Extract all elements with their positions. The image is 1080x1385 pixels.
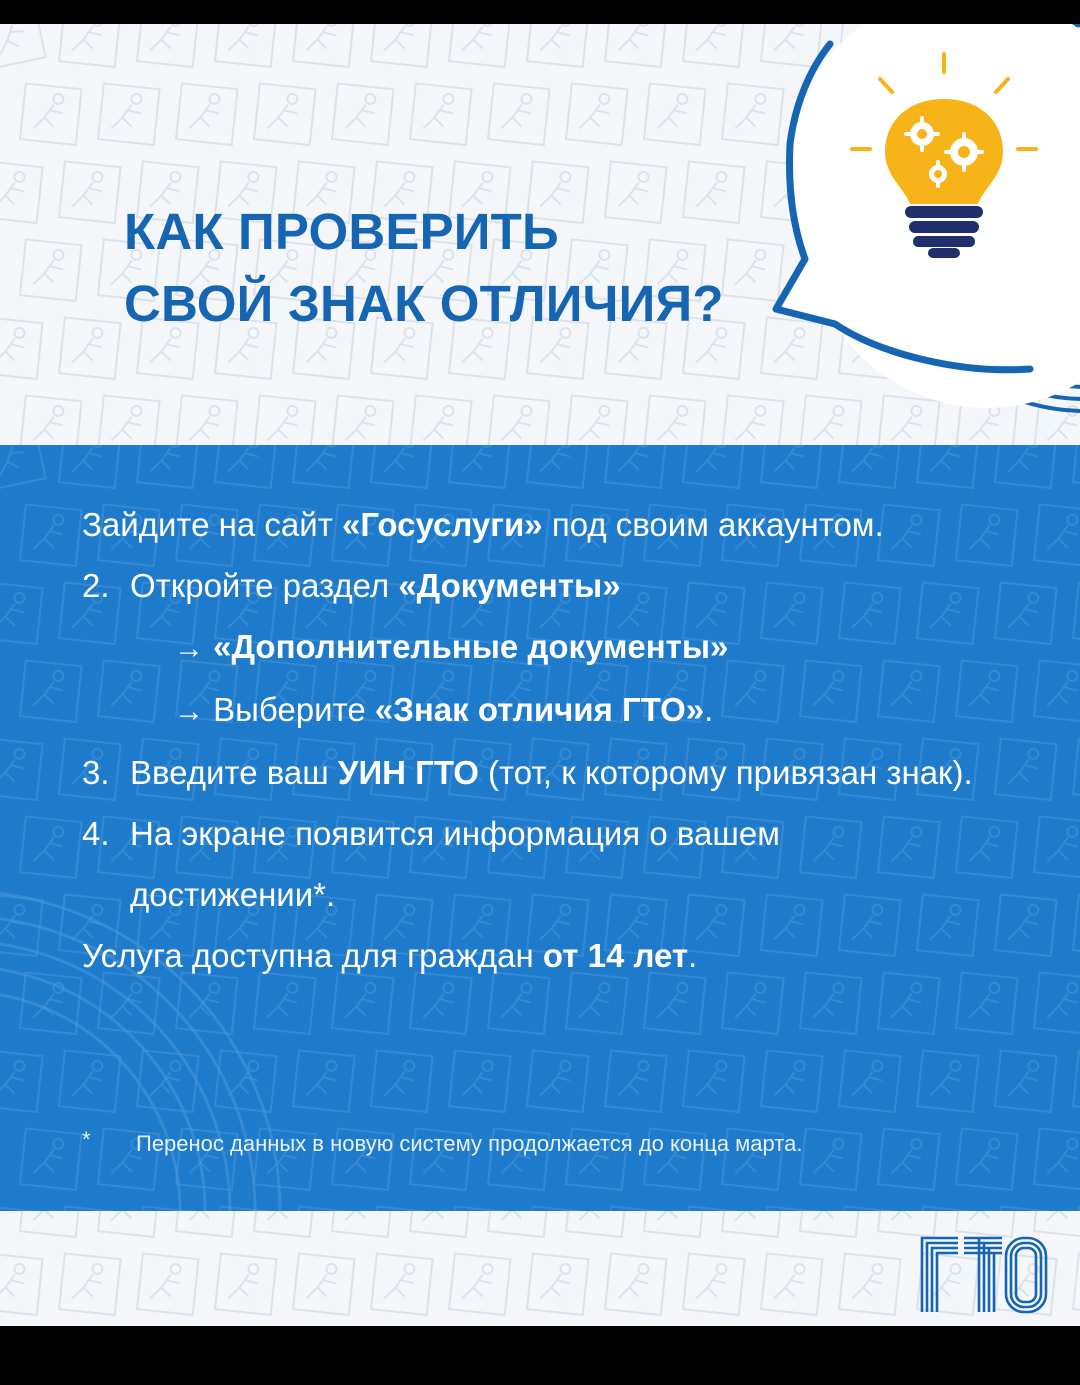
sport-pictogram-tile: [371, 1050, 433, 1112]
sport-pictogram-tile: [683, 1206, 745, 1211]
sport-pictogram-tile: [371, 1253, 433, 1315]
sport-pictogram-tile: [605, 1050, 667, 1112]
sport-pictogram-tile: [59, 445, 121, 488]
sport-pictogram-tile: [839, 1253, 901, 1315]
sport-pictogram-tile: [1073, 445, 1080, 488]
sport-pictogram-tile: [0, 738, 43, 800]
age-note-end: .: [688, 937, 698, 974]
sport-pictogram-tile: [527, 1206, 589, 1211]
step-2-sub-2: [82, 679, 1042, 742]
step-2-sub-2-end: .: [704, 691, 714, 728]
age-note-text: Услуга доступна для граждан: [82, 937, 543, 974]
bottom-black-bar: [0, 1326, 1080, 1385]
sport-pictogram-tile: [371, 1206, 433, 1211]
gosuslugi-link-text: «Госуслуги»: [342, 506, 543, 543]
step-4-number: 4.: [82, 815, 110, 852]
step-2: [82, 555, 1042, 616]
sport-pictogram-tile: [1034, 1128, 1080, 1190]
sport-pictogram-tile: [0, 1050, 43, 1112]
sport-pictogram-tile: [527, 1050, 589, 1112]
sport-pictogram-tile: [605, 445, 667, 488]
sport-pictogram-tile: [761, 1253, 823, 1315]
sport-pictogram-tile: [839, 445, 901, 488]
sport-pictogram-tile: [0, 582, 43, 644]
step-4-text: На экране появится информация о вашем: [130, 815, 780, 852]
sport-pictogram-tile: [1073, 738, 1080, 800]
step-2-text: Откройте раздел: [130, 567, 399, 604]
sport-pictogram-tile: [1073, 1050, 1080, 1112]
sport-pictogram-tile: [761, 1050, 823, 1112]
step-3-number: 3.: [82, 754, 110, 791]
sport-pictogram-tile: [917, 1206, 979, 1211]
sport-pictogram-tile: [293, 1253, 355, 1315]
sport-pictogram-tile: [527, 1253, 589, 1315]
sport-pictogram-tile: [59, 1253, 121, 1315]
sport-pictogram-tile: [0, 445, 46, 490]
poster: [0, 24, 1080, 1326]
sport-pictogram-tile: [800, 1128, 862, 1190]
title-line-1: КАК ПРОВЕРИТЬ: [124, 203, 559, 260]
sport-pictogram-tile: [761, 445, 823, 488]
arrow-icon: →: [174, 695, 204, 728]
sport-pictogram-tile: [1073, 582, 1080, 644]
sport-pictogram-tile: [527, 445, 589, 488]
sport-pictogram-tile: [1073, 1206, 1080, 1211]
gto-logo: [918, 1234, 1050, 1314]
title-line-2: СВОЙ ЗНАК ОТЛИЧИЯ?: [124, 275, 724, 332]
sport-pictogram-tile: [995, 1206, 1057, 1211]
sport-pictogram-tile: [449, 445, 511, 488]
gto-badge-name: «Знак отличия ГТО»: [374, 691, 705, 728]
sport-pictogram-tile: [995, 1050, 1057, 1112]
sport-pictogram-tile: [215, 1253, 277, 1315]
footnote-text: Перенос данных в новую систему продолжается до конца марта.: [136, 1131, 803, 1156]
additional-documents-name: «Дополнительные документы»: [213, 628, 729, 665]
sport-pictogram-tile: [137, 1206, 199, 1211]
sport-pictogram-tile: [20, 660, 82, 722]
step-1-text-end: под своим аккаунтом.: [542, 506, 884, 543]
sport-pictogram-tile: [995, 445, 1057, 488]
sport-pictogram-tile: [371, 445, 433, 488]
sport-pictogram-tile: [683, 1253, 745, 1315]
sport-pictogram-tile: [683, 445, 745, 488]
sport-pictogram-tile: [59, 1206, 121, 1211]
sport-pictogram-tile: [917, 1050, 979, 1112]
sport-pictogram-tile: [59, 1050, 121, 1112]
sport-pictogram-tile: [20, 1128, 82, 1190]
sport-pictogram-tile: [0, 1253, 43, 1315]
steps-list: [82, 494, 1042, 986]
page-title: [124, 196, 724, 340]
sport-pictogram-tile: [215, 445, 277, 488]
sport-pictogram-tile: [0, 1206, 43, 1211]
sport-pictogram-tile: [956, 1128, 1018, 1190]
sport-pictogram-tile: [215, 1206, 277, 1211]
step-3-text-end: (тот, к которому привязан знак).: [478, 754, 973, 791]
uin-gto-text: УИН ГТО: [337, 754, 479, 791]
step-3-text: Введите ваш: [130, 754, 338, 791]
sport-pictogram-tile: [449, 1206, 511, 1211]
sport-pictogram-tile: [293, 1206, 355, 1211]
sport-pictogram-tile: [449, 1050, 511, 1112]
step-4-text-2: достижении*.: [130, 876, 336, 913]
step-1-text: Зайдите на сайт: [82, 506, 342, 543]
sport-pictogram-tile: [293, 1050, 355, 1112]
sport-pictogram-tile: [839, 1050, 901, 1112]
sport-pictogram-tile: [1073, 1253, 1080, 1315]
age-limit: от 14 лет: [542, 937, 689, 974]
documents-section-name: «Документы»: [398, 567, 621, 604]
step-3: [82, 742, 1042, 803]
arrow-icon: →: [174, 632, 204, 665]
sport-pictogram-tile: [605, 1253, 667, 1315]
sport-pictogram-tile: [683, 1050, 745, 1112]
sport-pictogram-tile: [1073, 894, 1080, 956]
sport-pictogram-tile: [917, 445, 979, 488]
sport-pictogram-tile: [761, 1206, 823, 1211]
sport-pictogram-tile: [293, 445, 355, 488]
sport-pictogram-tile: [878, 1128, 940, 1190]
step-4-continued: [82, 864, 1042, 925]
sport-pictogram-tile: [137, 1253, 199, 1315]
step-2-sub-1: [82, 616, 1042, 679]
step-2-number: 2.: [82, 567, 110, 604]
sport-pictogram-tile: [605, 1206, 667, 1211]
sport-pictogram-tile: [20, 816, 82, 878]
sport-pictogram-tile: [20, 504, 82, 566]
step-2-sub-2-text: Выберите: [213, 691, 375, 728]
top-black-bar: [0, 0, 1080, 24]
step-1: [82, 494, 1042, 555]
sport-pictogram-tile: [137, 445, 199, 488]
footnote-star: *: [82, 1127, 91, 1152]
sport-pictogram-tile: [839, 1206, 901, 1211]
sport-pictogram-tile: [449, 1253, 511, 1315]
age-note: [82, 925, 1042, 986]
step-4: [82, 803, 1042, 864]
